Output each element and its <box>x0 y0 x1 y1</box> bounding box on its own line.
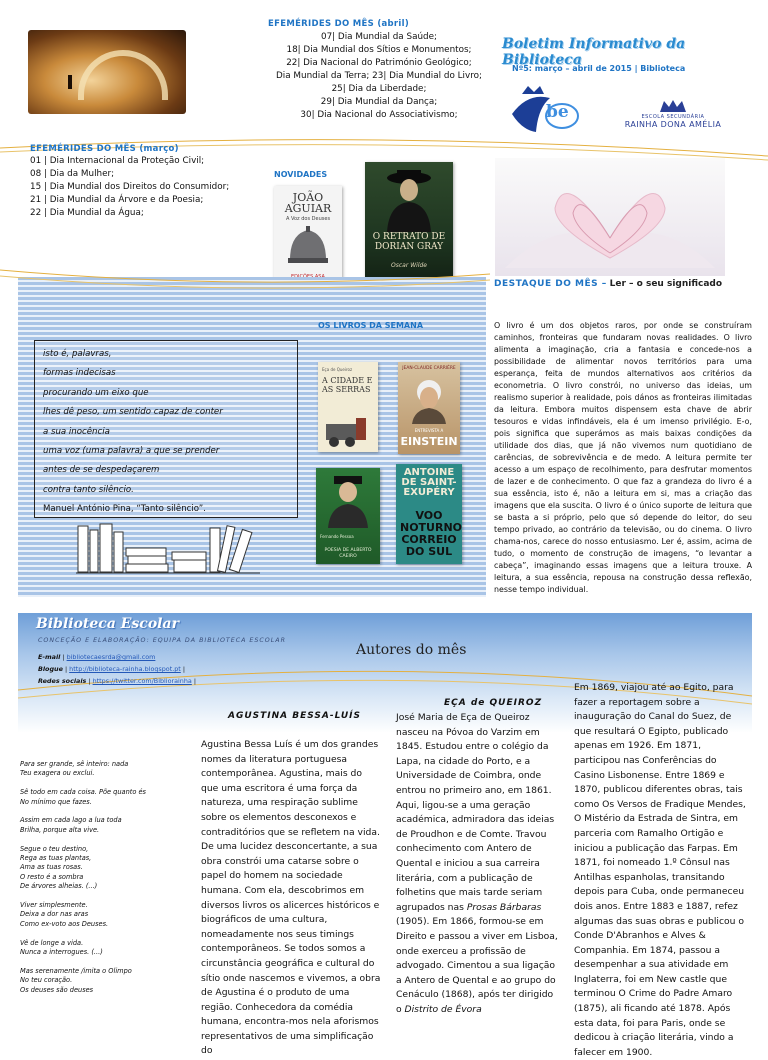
poem-line: contra tanto silêncio. <box>43 484 134 495</box>
pessoa-poem-line <box>20 892 200 901</box>
efemerides-marco-item: 15 | Dia Mundial dos Direitos do Consumidor; <box>30 182 230 192</box>
efemerides-marco-item: 22 | Dia Mundial da Água; <box>30 208 144 218</box>
eca-text-continued: Em 1869, viajou até ao Egito, para fazer a reportagem sobre a inauguração do Canal do Suez, de que resultará O Egipto, publicado apenas em 1926. Em 1871, participou nas Conferências do Casino Lisbonense. Entre 1869 e 1870, publicou diferentes obras, tais como Os Versos de Fradique Mendes, O Mistério da Estrada de Sintra, em parceria com Ramalho Ortigão e iniciou a publicação das Farpas. Em 1871, foi nomeado 1.º Cônsul nas Antilhas espanholas, transitando depois para Cuba, onde permaneceu dois anos. Entre 1883 e 1887, refez algumas das suas obras e publicou o Conde D'Abranhos e Alves & Companhia. Em 1874, passou a desempenhar a sua atividade em Inglaterra, foi em New castle que terminou O Crime do Padre Amaro (1875), ali ficando até 1878. Após esta data, foi para Paris, onde se dedicou à criação literária, vindo a falecer em 1900. <box>574 682 746 1058</box>
pessoa-poem-line: Ama as tuas rosas. <box>20 863 83 872</box>
efemerides-abril-title: EFEMÉRIDES DO MÊS (abril) <box>268 19 410 29</box>
eca-heading: EÇA de QUEIROZ <box>444 698 543 708</box>
efemerides-abril <box>268 19 490 122</box>
pessoa-poem-line: Brilha, porque alta vive. <box>20 825 100 834</box>
pessoa-poem-line: Para ser grande, sê inteiro: nada <box>20 760 129 768</box>
pessoa-poem-line: Como ex-voto aos Deuses. <box>20 919 109 928</box>
livro-einstein[interactable]: JEAN-CLAUDE CARRIÈRE ENTREVISTA A EINSTEIN <box>398 362 460 454</box>
boletim-title: Boletim Informativo da Biblioteca <box>502 36 686 68</box>
pessoa-poem-line: Viver simplesmente. <box>20 901 88 910</box>
poem-line: lhes dê peso, um sentido capaz de conter <box>43 407 223 418</box>
livro-alberto-caeiro[interactable]: POESIA DE ALBERTO CAEIRO Fernando Pessoa <box>316 468 380 564</box>
pessoa-poem-line: No teu coração. <box>20 976 73 985</box>
pessoa-poem-line <box>20 929 200 938</box>
pessoa-poem-line: De árvores alheias. (...) <box>20 882 98 891</box>
blog-link[interactable]: http://biblioteca-rainha.blogspot.pt <box>69 665 181 673</box>
boletim-issue: Nº5: março – abril de 2015 | Biblioteca <box>512 64 686 73</box>
poem-line: a sua inocência <box>43 426 110 437</box>
pessoa-poem-line: Teu exagera ou exclui. <box>20 769 95 778</box>
agustina-heading: AGUSTINA BESSA-LUÍS <box>228 711 361 721</box>
efemerides-abril-item: 07| Dia Mundial da Saúde; <box>320 32 438 42</box>
pessoa-poem <box>20 760 200 995</box>
pessoa-poem-line: Nunca a interrogues. (...) <box>20 948 103 957</box>
biblioteca-escolar-logo: be <box>508 84 588 140</box>
efemerides-abril-item: Dia Mundial da Terra; 23| Dia Mundial do Livro; <box>276 71 482 81</box>
header-books-photo <box>28 30 186 114</box>
pessoa-poem-line: No mínimo que fazes. <box>20 797 92 806</box>
efemerides-marco-item: 21 | Dia Mundial da Árvore e da Poesia; <box>30 195 204 205</box>
pessoa-poem-line: Os deuses são deuses <box>20 985 94 994</box>
pessoa-poem-line: Sê todo em cada coisa. Põe quanto és <box>20 788 146 797</box>
poem-line: uma voz (uma palavra) a que se prender <box>43 446 220 457</box>
poem-box-tanto-silencio <box>34 340 298 518</box>
pessoa-poem-line: Mas serenamente /imita o Olimpo <box>20 966 132 975</box>
pessoa-poem-line: Segue o teu destino, <box>20 844 89 853</box>
email-link[interactable]: bibliotecaesrda@gmail.com <box>66 653 156 661</box>
eca-text: José Maria de Eça de Queiroz nasceu na Póvoa do Varzim em 1845. Estudou entre o colégio da Lapa, na cidade do Porto, e a Universidade de Coimbra, onde entrou no primeiro ano, em 1861. Aqui, ligou-se a uma geração académica, admiradora das ideias de Proudhon e de Comte. Travou conhecimento com Antero de Quental e iniciou a sua carreira literária, com a publicação de folhetins que mais tarde seriam agrupados nas Prosas Bárbaras (1905). Em 1866, formou-se em Direito e passou a viver em Lisboa, onde exerceu a profissão de advogado. Cimentou a sua ligação a Antero de Quental e ao grupo do Cenáculo (1868), após ter dirigido o Distrito de Évora <box>396 712 558 1015</box>
efemerides-marco-item: 08 | Dia da Mulher; <box>30 169 115 179</box>
pessoa-poem-line <box>20 957 200 966</box>
biblioteca-escolar-title: Biblioteca Escolar <box>36 616 179 632</box>
pessoa-poem-line <box>20 835 200 844</box>
pessoa-poem-line: Rega as tuas plantas, <box>20 854 92 863</box>
pessoa-poem-line: Assim em cada lago a lua toda <box>20 816 122 825</box>
efemerides-abril-item: 18| Dia Mundial dos Sítios e Monumentos; <box>286 45 472 55</box>
novidade-book-aguiar[interactable]: JOÃO AGUIAR A Voz dos Deuses <box>274 186 342 286</box>
poem-line: isto é, palavras, <box>43 349 112 359</box>
contact-info: E-mail | bibliotecaesrda@gmail.com Blogue | http://biblioteca-rainha.blogspot.pt | Redes sociais | https://twitter.com/Bibliorainha | <box>38 653 197 685</box>
efemerides-marco <box>30 144 280 220</box>
novidade-book-dorian-gray[interactable]: O RETRATO DE DORIAN GRAY Oscar Wilde <box>365 162 453 292</box>
efemerides-abril-item: 22| Dia Nacional do Património Geológico; <box>286 58 472 68</box>
pessoa-poem-line: O resto é a sombra <box>20 872 84 881</box>
poem-line: antes de se despedaçarem <box>43 465 160 476</box>
school-logo: ESCOLA SECUNDÁRIA RAINHA DONA AMÉLIA <box>610 98 736 140</box>
middle-wave-lines <box>0 240 768 300</box>
novidades-title: NOVIDADES <box>274 170 328 179</box>
livros-semana-title: OS LIVROS DA SEMANA <box>318 321 424 330</box>
pessoa-poem-line <box>20 807 200 816</box>
agustina-text: Agustina Bessa Luís é um dos grandes nomes da literatura portuguesa contemporânea. Agustina, mais do que uma escritora é uma força da natureza, uma respiração sublime sobre os elementos desconexos e contraditórios que se refletem na vida. De uma lucidez desconcertante, a sua obra constrói uma catarse sobre o papel do homem na sociedade humana. Com ela, descobrimos em diversos livros os alicerces históricos e biográficos de uma cultura, nomeadamente nos seus timings contemporâneos. Se todos somos a circunstância geográfica e cultural do sítio onde nascemos e vivemos, a obra de Agustina é o produto de uma região. Conhecedora da comédia humana, encontra-mos nela aforismos representativos de uma simplificação do <box>201 739 381 1057</box>
autores-title: Autores do mês <box>356 642 467 658</box>
pessoa-poem-line <box>20 779 200 788</box>
pessoa-poem-line: Deixa a dor nas aras <box>20 910 89 919</box>
destaque-heading: DESTAQUE DO MÊS – Ler – o seu significado <box>494 279 723 289</box>
pessoa-poem-line: Vê de longe a vida. <box>20 938 84 947</box>
poem-line: procurando um eixo que <box>43 387 149 398</box>
poem-line: formas indecisas <box>43 368 116 379</box>
livro-saint-exupery[interactable]: ANTOINE DE SAINT-EXUPÉRY VOO NOTURNO CORREIO DO SUL <box>396 464 462 564</box>
twitter-link[interactable]: https://twitter.com/Bibliorainha <box>92 677 192 685</box>
credits-line: CONCEÇÃO E ELABORAÇÃO: EQUIPA DA BIBLIOTECA ESCOLAR <box>38 637 286 644</box>
efemerides-abril-item: 30| Dia Nacional do Associativismo; <box>300 110 458 120</box>
destaque-article: O livro é um dos objetos raros, por onde se construíram caminhos, fronteiras que fundaram novas realidades. O livro alimenta a imaginação, cria a fantasia e concede-nos a possibilidade de alimentar novos territórios para uma esperança, feita de mundos alternativos aos critérios da econometria. O livro constrói, no universo das ideias, um realismo superior à realidade, pois dános as fronteiras ilimitadas da leitura. Embora muitos dispensem esta chave de abrir tesouros e vidas infindáveis, ela é um imenso privilégio. E-o, pois significa que superámos as mais baixas condições da utilidade dos dias, que já não vivemos num quotidiano de carências, de sobrevivência e de medo. A leitura permite ter acesso a um espaço de recolhimento, para desfrutar momentos de lazer e de conhecimento. O que faz a grandeza do livro é a sua essência, isto é, não a leitura em si, mas a criação das imagens que ela suscita. O livro é o único suporte de leitura que se basta a si próprio, pelo que só depende do leitor, do seu tempo privado, ao contrário da televisão, ou do cinema. O livro chama-nos, carece do nosso entusiasmo. Ler é, assim, acima de tudo, o momento de construção de imagens, “o levantar a cabeça”, imaginando essas imagens que a leitura trouxe. A leitura, a sua essência, repousa na construção dessa reflexão, nesse tempo individual. <box>494 321 752 594</box>
efemerides-marco-item: 01 | Dia Internacional da Proteção Civil; <box>30 156 205 166</box>
poem-author: Manuel António Pina, “Tanto silêncio”. <box>43 504 206 515</box>
livro-cidade-serras[interactable]: Eça de Queiroz A CIDADE E AS SERRAS <box>318 362 378 452</box>
efemerides-abril-item: 29| Dia Mundial da Dança; <box>320 97 438 107</box>
efemerides-abril-item: 25| Dia da Liberdade; <box>331 84 427 94</box>
bookshelf-illustration <box>76 522 260 576</box>
efemerides-marco-title: EFEMÉRIDES DO MÊS (março) <box>30 144 179 154</box>
